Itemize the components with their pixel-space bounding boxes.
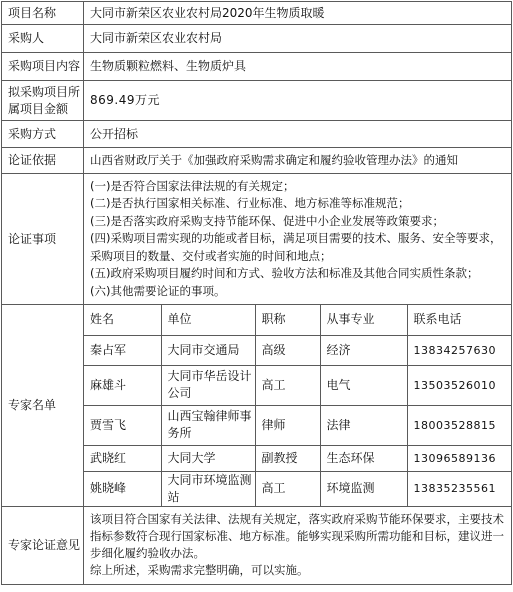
criteria-item-4: (四)采购项目需实现的功能或者目标，满足项目需要的技术、服务、安全等要求，采购项目的数量、交付或者实施的时间和地点； <box>90 231 502 263</box>
table-row <box>84 365 512 405</box>
header-major: 从事专业 <box>320 305 407 335</box>
expert-title: 副教授 <box>255 445 320 471</box>
expert-unit: 山西宝翰律师事务所 <box>161 405 255 445</box>
basis-value: 山西省财政厅关于《加强政府采购需求确定和履约验收管理办法》的通知 <box>84 148 512 174</box>
expert-unit: 大同大学 <box>161 445 255 471</box>
procurement-demonstration-table <box>1 1 512 585</box>
header-phone: 联系电话 <box>407 305 512 335</box>
opinion-conclusion: 综上所述，采购需求完整明确，可以实施。 <box>90 563 309 577</box>
purchaser-label: 采购人 <box>2 25 84 53</box>
experts-header-row <box>84 305 512 335</box>
expert-title: 律师 <box>255 405 320 445</box>
criteria-item-3: (三)是否落实政府采购支持节能环保、促进中小企业发展等政策要求； <box>90 213 444 228</box>
expert-major: 生态环保 <box>320 445 407 471</box>
criteria-item-6: (六)其他需要论证的事项。 <box>90 283 226 298</box>
expert-major: 电气 <box>320 365 407 405</box>
row-content <box>2 53 512 81</box>
project-name-value: 大同市新荣区农业农村局2020年生物质取暖 <box>84 2 512 25</box>
table-row <box>84 405 512 445</box>
row-basis <box>2 148 512 174</box>
criteria-item-2: (二)是否执行国家相关标准、行业标准、地方标准等标准规范； <box>90 196 410 211</box>
experts-label: 专家名单 <box>2 305 84 507</box>
opinion-cell <box>84 506 512 584</box>
table-row <box>84 471 512 506</box>
expert-major: 法律 <box>320 405 407 445</box>
method-value: 公开招标 <box>84 121 512 148</box>
header-title: 职称 <box>255 305 320 335</box>
row-method <box>2 121 512 148</box>
expert-major: 经济 <box>320 335 407 365</box>
expert-name: 姚晓峰 <box>84 471 161 506</box>
expert-name: 秦占军 <box>84 335 161 365</box>
expert-major: 环境监测 <box>320 471 407 506</box>
expert-phone: 18003528815 <box>407 405 512 445</box>
row-purchaser <box>2 25 512 53</box>
amount-value: 869.49万元 <box>84 81 512 121</box>
criteria-list <box>84 174 512 305</box>
criteria-item-5: (五)政府采购项目履约时间和方式、验收方法和标准及其他合同实质性条款； <box>90 266 479 281</box>
purchaser-value: 大同市新荣区农业农村局 <box>84 25 512 53</box>
table-row <box>84 335 512 365</box>
row-amount <box>2 81 512 121</box>
header-unit: 单位 <box>161 305 255 335</box>
row-experts <box>2 305 512 507</box>
criteria-item-1: (一)是否符合国家法律法规的有关规定； <box>90 178 295 193</box>
project-name-label: 项目名称 <box>2 2 84 25</box>
expert-phone: 13096589136 <box>407 445 512 471</box>
expert-phone: 13835235561 <box>407 471 512 506</box>
expert-unit: 大同市环境监测站 <box>161 471 255 506</box>
expert-name: 麻雄斗 <box>84 365 161 405</box>
expert-title: 高工 <box>255 365 320 405</box>
expert-name: 武晓红 <box>84 445 161 471</box>
expert-phone: 13503526010 <box>407 365 512 405</box>
opinion-label: 专家论证意见 <box>2 506 84 584</box>
criteria-label: 论证事项 <box>2 174 84 305</box>
experts-table <box>84 305 512 506</box>
expert-unit: 大同市华岳设计公司 <box>161 365 255 405</box>
basis-label: 论证依据 <box>2 148 84 174</box>
amount-label: 拟采购项目所属项目金额 <box>2 81 84 121</box>
content-label: 采购项目内容 <box>2 53 84 81</box>
expert-phone: 13834257630 <box>407 335 512 365</box>
expert-unit: 大同市交通局 <box>161 335 255 365</box>
content-value: 生物质颗粒燃料、生物质炉具 <box>84 53 512 81</box>
expert-name: 贾雪飞 <box>84 405 161 445</box>
header-name: 姓名 <box>84 305 161 335</box>
expert-title: 高级 <box>255 335 320 365</box>
method-label: 采购方式 <box>2 121 84 148</box>
row-opinion <box>2 506 512 584</box>
row-criteria <box>2 174 512 305</box>
expert-title: 高工 <box>255 471 320 506</box>
table-row <box>84 445 512 471</box>
opinion-text: 该项目符合国家有关法律、法规有关规定，落实政府采购节能环保要求，主要技术指标参数符合现行国家标准、地方标准。能够实现采购所需功能和目标，建议进一步细化履约验收办法。 <box>90 512 504 560</box>
experts-cell <box>84 305 512 507</box>
row-project-name <box>2 2 512 25</box>
